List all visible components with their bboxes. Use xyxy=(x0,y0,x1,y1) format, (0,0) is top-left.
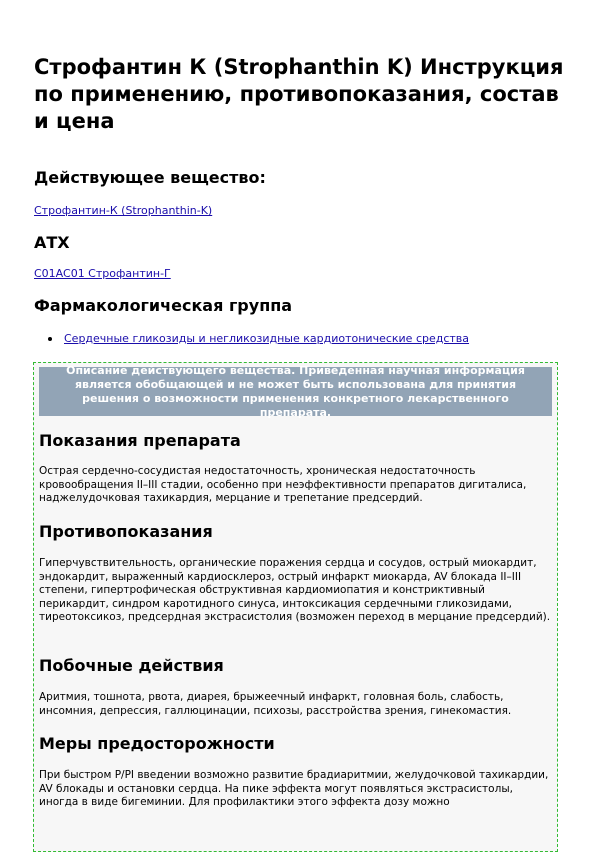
side-effects-heading: Побочные действия xyxy=(39,656,224,675)
atc-code-link[interactable]: C01AC01 Строфантин-Г xyxy=(34,267,171,280)
active-substance-heading: Действующее вещество: xyxy=(34,168,266,187)
pharm-group-list xyxy=(46,332,469,346)
pharm-group-heading: Фармакологическая группа xyxy=(34,296,293,315)
disclaimer-notice: Описание действующего вещества. Приведенная научная информация является обобщающей и не может быть использована для принятия решения о возможности применения конкретного лекарственного препарата. xyxy=(39,367,552,416)
indications-text: Острая сердечно-сосудистая недостаточность, хроническая недостаточность кровообращения II–III стадии, особенно при неэффективности препаратов дигиталиса, наджелудочковая тахикардия, мерцание и трепетание предсердий. xyxy=(39,465,527,504)
contraindications-heading: Противопоказания xyxy=(39,522,213,541)
list-item xyxy=(46,332,469,346)
precautions-heading: Меры предосторожности xyxy=(39,734,275,753)
precautions-text: При быстром P/PI введении возможно развитие брадиаритмии, желудочковой тахикардии, AV блокады и остановки сердца. На пике эффекта могут появляться экстрасистолы, иногда в виде бигеминии. Для профилактики этого эффекта дозу можно xyxy=(39,769,549,808)
active-substance-link[interactable]: Строфантин-К (Strophanthin-K) xyxy=(34,204,213,217)
page-title: Строфантин К (Strophanthin K) Инструкция по применению, противопоказания, состав и цена xyxy=(34,55,564,133)
pharm-group-link[interactable]: Сердечные гликозиды и негликозидные кардиотонические средства xyxy=(64,332,470,345)
atc-heading: АТХ xyxy=(34,233,70,252)
contraindications-text: Гиперчувствительность, органические поражения сердца и сосудов, острый миокардит, эндокардит, выраженный кардиосклероз, острый инфаркт миокарда, AV блокада II–III степени, гипертрофическая обструктивная кардиомиопатия и констриктивный перикардит, синдром каротидного синуса, интоксикация сердечными гликозидами, тиреотоксикоз, предсердная экстрасистолия (возможен переход в мерцание предсердий). xyxy=(39,557,551,623)
indications-heading: Показания препарата xyxy=(39,431,241,450)
substance-info-box xyxy=(33,362,558,852)
side-effects-text: Аритмия, тошнота, рвота, диарея, брыжеечный инфаркт, головная боль, слабость, инсомния, депрессия, галлюцинации, психозы, расстройства зрения, гинекомастия. xyxy=(39,691,512,717)
